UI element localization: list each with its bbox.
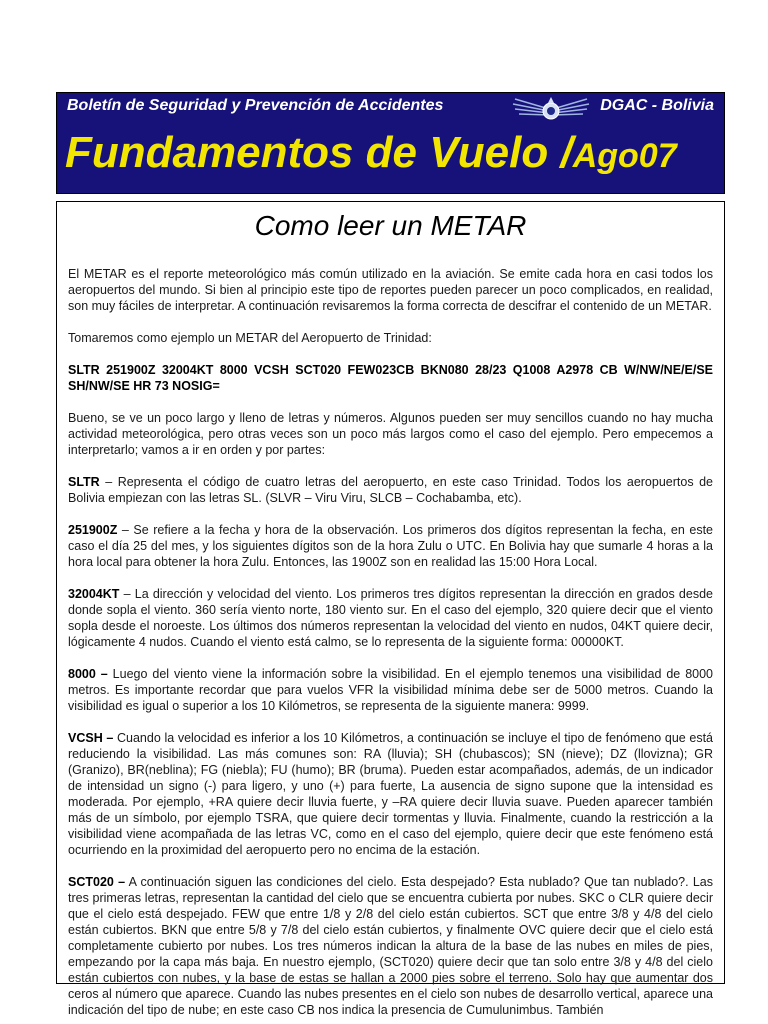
section-term: 8000 – [68, 667, 108, 681]
section-visibility [68, 666, 713, 714]
section-text: – Se refiere a la fecha y hora de la observación. Los primeros dos dígitos representan la fecha, en este caso el día 25 del mes, y los siguientes dígitos son de la hora Zulu o UTC. En Bolivia hay que sumarle 4 horas a la hora local para obtener la hora Zulu. Entonces, las 1900Z son en realidad las 15:00 Hora Local. [68, 523, 713, 569]
article-box [56, 201, 725, 1017]
section-sltr [68, 474, 713, 506]
section-time [68, 522, 713, 570]
section-text: Luego del viento viene la información sobre la visibilidad. En el ejemplo tenemos una visibilidad de 8000 metros. Es importante recordar que para vuelos VFR la visibilidad mínima debe ser de 5000 metros. Cuando la visibilidad es igual o superior a los 10 Kilómetros, se representa de la siguiente manera: 9999. [68, 667, 714, 713]
section-text: A continuación siguen las condiciones del cielo. Esta despejado? Esta nublado? Que tan nublado?. Las tres primeras letras, representan la cantidad del cielo que se encuentra cubierta por nubes. SKC o CLR quiere decir que el cielo está despejado. FEW que entre 1/8 y 2/8 del cielo están cubiertos. SCT que entre 3/8 y 4/8 del cielo están cubiertos. BKN que entre 5/8 y 7/8 del cielo están cubiertos, y finalmente OVC quiere decir que el cielo está completamente cubierto por nubes. Los tres números indican la altura de la base de las nubes en miles de pies, empezando por la capa más baja. En nuestro ejemplo, (SCT020) quiere decir que tan solo entre 3/8 y 4/8 del cielo están cubiertos con nubes, y la base de estas se hallan a 2000 pies sobre el terreno. Solo hay que aumentar dos ceros al número que aparece. Cuando las nubes presentes en el cielo son nubes de desarrollo vertical, aparece una indicación del tipo de nube; en este caso CB nos indica la presencia de Cumulunimbus. También [68, 875, 713, 1017]
publication-title-main: Fundamentos de Vuelo / [65, 128, 573, 177]
section-term: SCT020 – [68, 875, 126, 889]
example-intro-paragraph: Tomaremos como ejemplo un METAR del Aeropuerto de Trinidad: [68, 331, 432, 345]
metar-example: SLTR 251900Z 32004KT 8000 VCSH SCT020 FEW023CB BKN080 28/23 Q1008 A2978 CB W/NW/NE/E/SE SH/NW/SE HR 73 NOSIG= [68, 363, 713, 393]
section-sky [68, 874, 713, 1018]
section-term: 251900Z [68, 523, 118, 537]
agency-label: DGAC - Bolivia [600, 97, 714, 114]
header-banner [56, 92, 725, 194]
bulletin-title: Boletín de Seguridad y Prevención de Accidentes [67, 97, 444, 114]
section-wind [68, 586, 713, 650]
section-text: Cuando la velocidad es inferior a los 10 Kilómetros, a continuación se incluye el tipo de fenómeno que está reduciendo la visibilidad. Las más comunes son: RA (lluvia); SH (chubascos); SN (nieve); DZ (llovizna); GR (Granizo), BR(neblina); FG (niebla); FU (humo); BR (bruma). Pueden estar acompañados, además, de un indicador de intensidad un signo (-) para ligero, y uno (+) para fuerte, La ausencia de signo supone que la intensidad es moderada. Por ejemplo, +RA quiere decir lluvia fuerte, y –RA quiere decir lluvia suave. Pueden aparecer también más de un símbolo, por ejemplo TSRA, que quiere decir tormentas y lluvia. Finalmente, cuando la restricción a la visibilidad viene acompañada de las letras VC, como en el caso del ejemplo, quiere decir que este fenómeno está ocurriendo en la proximidad del aeropuerto pero no encima de la estación. [68, 731, 713, 857]
section-term: VCSH – [68, 731, 114, 745]
intro-paragraph: El METAR es el reporte meteorológico más común utilizado en la aviación. Se emite cada hora en casi todos los aeropuertos del mundo. Si bien al principio este tipo de reportes pueden parecer un poco complicados, en realidad, son muy fáciles de interpretar. A continuación revisaremos la forma correcta de descifrar el contenido de un METAR. [68, 267, 713, 313]
publication-title [65, 128, 677, 177]
dgac-wings-logo-icon [509, 95, 593, 123]
section-term: SLTR [68, 475, 100, 489]
publication-title-issue: Ago07 [572, 137, 677, 175]
lead-paragraph: Bueno, se ve un poco largo y lleno de letras y números. Algunos pueden ser muy sencillos cuando no hay mucha actividad meteorológica, pero otras veces son un poco más largos como el caso del ejemplo. Pero empecemos a interpretarlo; vamos a ir en orden y por partes: [68, 411, 713, 457]
section-weather [68, 730, 713, 858]
section-text: – Representa el código de cuatro letras del aeropuerto, en este caso Trinidad. Todos los aeropuertos de Bolivia empiezan con las letras SL. (SLVR – Viru Viru, SLCB – Cochabamba, etc). [68, 475, 713, 505]
section-text: – La dirección y velocidad del viento. Los primeros tres dígitos representan la dirección en grados desde donde sopla el viento. 360 sería viento norte, 180 viento sur. En el caso del ejemplo, 320 quiere decir que el viento sopla desde el noroeste. Los últimos dos números representan la velocidad del viento en nudos, 04KT quiere decir, lógicamente 4 nudos. Cuando el viento está calmo, se lo representa de la siguiente forma: 00000KT. [68, 587, 713, 649]
section-term: 32004KT [68, 587, 120, 601]
article-heading: Como leer un METAR [254, 210, 527, 241]
